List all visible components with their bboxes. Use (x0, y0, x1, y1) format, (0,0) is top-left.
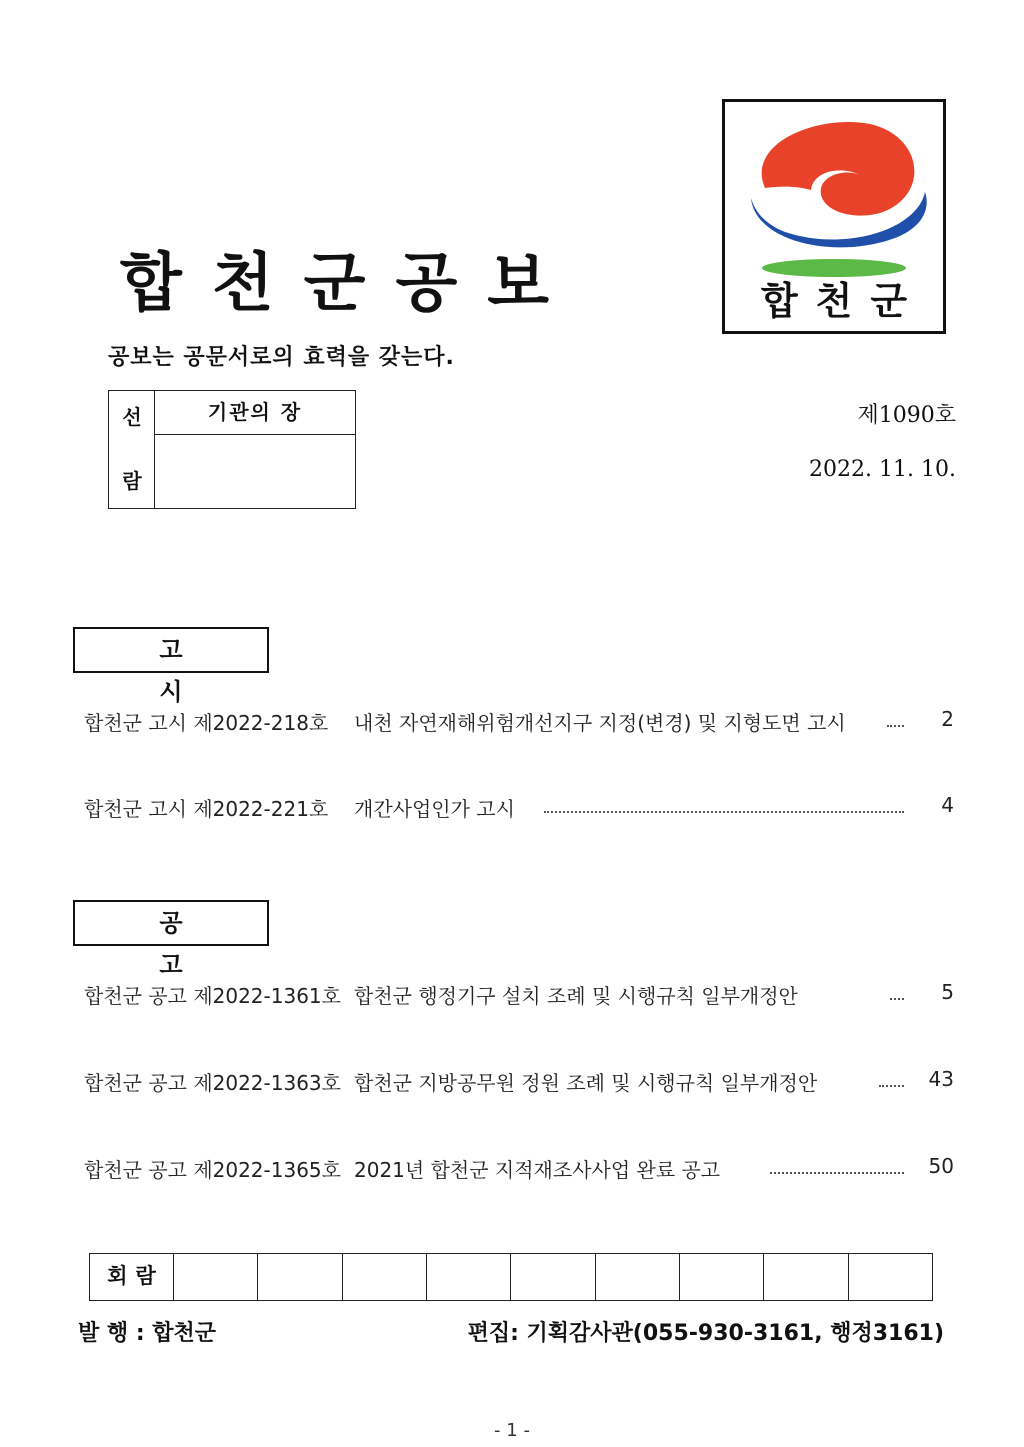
toc-entry[interactable] (84, 707, 954, 737)
toc-leader-dots (887, 725, 904, 727)
toc-entry-page: 4 (941, 793, 954, 817)
page-title: 합천군공보 (120, 247, 580, 321)
section-notice-heading: 고 시 (73, 627, 269, 673)
toc-entry-number: 합천군 고시 제2022-218호 (84, 711, 329, 735)
toc-entry-page: 5 (941, 980, 954, 1004)
toc-leader-dots (770, 1172, 904, 1174)
toc-entry[interactable] (84, 1154, 954, 1184)
toc-entry-title: 내천 자연재해위험개선지구 지정(변경) 및 지형도면 고시 (354, 711, 846, 735)
subtitle: 공보는 공문서로의 효력을 갖는다. (108, 345, 455, 370)
toc-leader-dots (879, 1085, 904, 1087)
toc-entry-number: 합천군 공고 제2022-1365호 (84, 1158, 341, 1182)
circulation-cell (427, 1254, 511, 1300)
publisher: 발 행 : 합천군 (78, 1321, 217, 1346)
toc-entry-number: 합천군 공고 제2022-1363호 (84, 1071, 341, 1095)
toc-entry[interactable] (84, 980, 954, 1010)
toc-entry-title: 합천군 지방공무원 정원 조례 및 시행규칙 일부개정안 (354, 1071, 818, 1095)
circulation-cell (174, 1254, 258, 1300)
issue-number: 제1090호 (857, 403, 956, 428)
section-announcement-heading: 공 고 (73, 900, 269, 946)
circulation-label: 회람 (90, 1254, 174, 1300)
toc-leader-dots (544, 811, 904, 813)
circulation-cell (343, 1254, 427, 1300)
toc-entry-page: 2 (941, 707, 954, 731)
issue-date: 2022. 11. 10. (809, 457, 956, 482)
circulation-cell (764, 1254, 848, 1300)
toc-entry-title: 2021년 합천군 지적재조사사업 완료 공고 (354, 1158, 721, 1182)
toc-entry-title: 개간사업인가 고시 (354, 797, 515, 821)
toc-entry-number: 합천군 공고 제2022-1361호 (84, 984, 341, 1008)
county-logo (722, 99, 946, 334)
circulation-table (89, 1253, 933, 1301)
circulation-cell (596, 1254, 680, 1300)
logo-text: 합천군 (760, 279, 926, 323)
toc-entry-title: 합천군 행정기구 설치 조례 및 시행규칙 일부개정안 (354, 984, 798, 1008)
review-side-label-bottom: 람 (122, 469, 142, 493)
review-box (108, 390, 356, 509)
review-side-label-top: 선 (122, 405, 142, 429)
circulation-cell (849, 1254, 932, 1300)
toc-entry[interactable] (84, 793, 954, 823)
toc-entry[interactable] (84, 1067, 954, 1097)
review-header: 기관의 장 (155, 391, 355, 435)
circulation-cell (258, 1254, 342, 1300)
logo-red-swirl (762, 122, 915, 216)
circulation-cell (511, 1254, 595, 1300)
toc-entry-page: 50 (928, 1154, 954, 1178)
editor-contact: 편집: 기획감사관(055-930-3161, 행정3161) (467, 1321, 944, 1346)
toc-leader-dots (890, 998, 904, 1000)
circulation-cell (680, 1254, 764, 1300)
toc-entry-page: 43 (928, 1067, 954, 1091)
page-number: - 1 - (494, 1420, 530, 1441)
toc-entry-number: 합천군 고시 제2022-221호 (84, 797, 329, 821)
